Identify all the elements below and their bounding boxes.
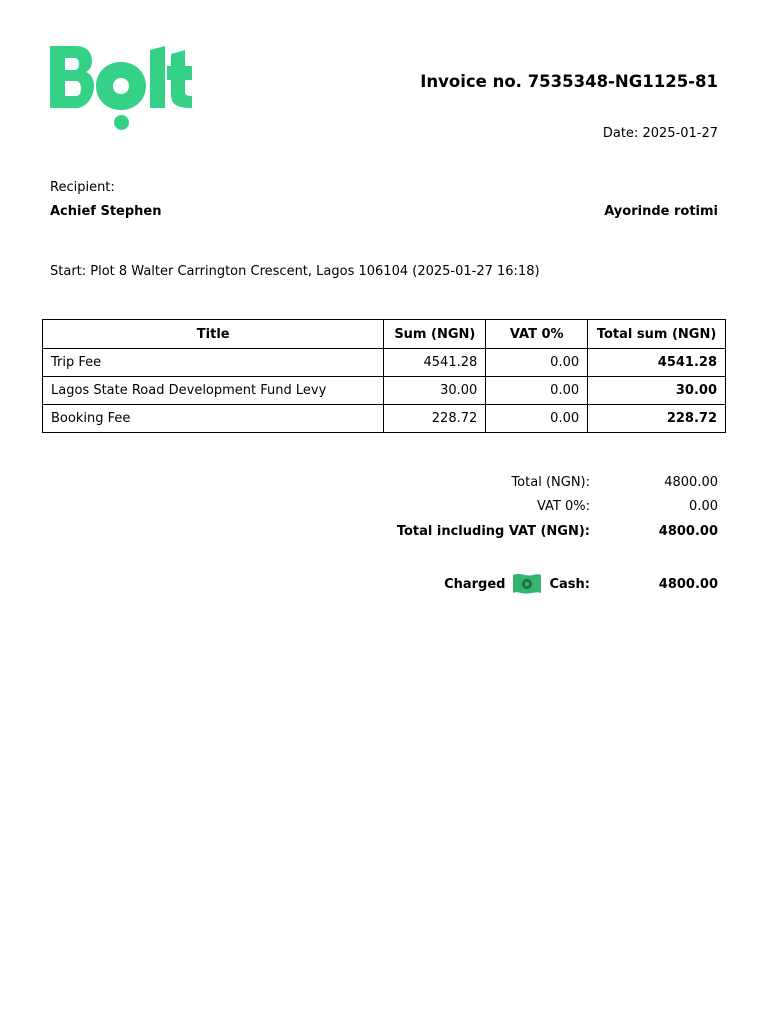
- vat-label: VAT 0%:: [536, 499, 590, 514]
- recipient-label: Recipient:: [50, 180, 115, 195]
- invoice-date: Date: 2025-01-27: [602, 126, 718, 141]
- cell-total: 30.00: [588, 377, 726, 405]
- total-label: Total (NGN):: [511, 475, 590, 490]
- cell-total: 4541.28: [588, 349, 726, 377]
- column-header-total: Total sum (NGN): [588, 320, 726, 349]
- table-header-row: [43, 320, 726, 349]
- cell-title: Trip Fee: [43, 349, 384, 377]
- column-header-title: Title: [43, 320, 384, 349]
- total-value: 4800.00: [664, 475, 718, 490]
- total-incl-vat-label: Total including VAT (NGN):: [396, 524, 590, 539]
- recipient-name: Achief Stephen: [50, 204, 162, 219]
- cell-vat: 0.00: [486, 405, 588, 433]
- column-header-vat: VAT 0%: [486, 320, 588, 349]
- invoice-title: Invoice no. 7535348-NG1125-81: [420, 72, 718, 91]
- bolt-logo: [48, 44, 194, 132]
- cell-title: Lagos State Road Development Fund Levy: [43, 377, 384, 405]
- table-row: [43, 377, 726, 405]
- cell-total: 228.72: [588, 405, 726, 433]
- cash-icon: [511, 572, 543, 596]
- driver-name: Ayorinde rotimi: [604, 204, 718, 219]
- cell-vat: 0.00: [486, 349, 588, 377]
- trip-start: Start: Plot 8 Walter Carrington Crescent, Lagos 106104 (2025-01-27 16:18): [50, 264, 540, 279]
- cell-vat: 0.00: [486, 377, 588, 405]
- column-header-sum: Sum (NGN): [384, 320, 486, 349]
- line-items-table: [42, 319, 726, 433]
- charged-row: [444, 572, 590, 596]
- table-row: [43, 405, 726, 433]
- vat-value: 0.00: [689, 499, 718, 514]
- cell-sum: 4541.28: [384, 349, 486, 377]
- cell-sum: 228.72: [384, 405, 486, 433]
- table-row: [43, 349, 726, 377]
- total-incl-vat-value: 4800.00: [658, 524, 718, 539]
- charged-value: 4800.00: [658, 577, 718, 592]
- cell-sum: 30.00: [384, 377, 486, 405]
- cash-label: Cash:: [549, 576, 590, 592]
- cell-title: Booking Fee: [43, 405, 384, 433]
- charged-label: Charged: [444, 576, 506, 592]
